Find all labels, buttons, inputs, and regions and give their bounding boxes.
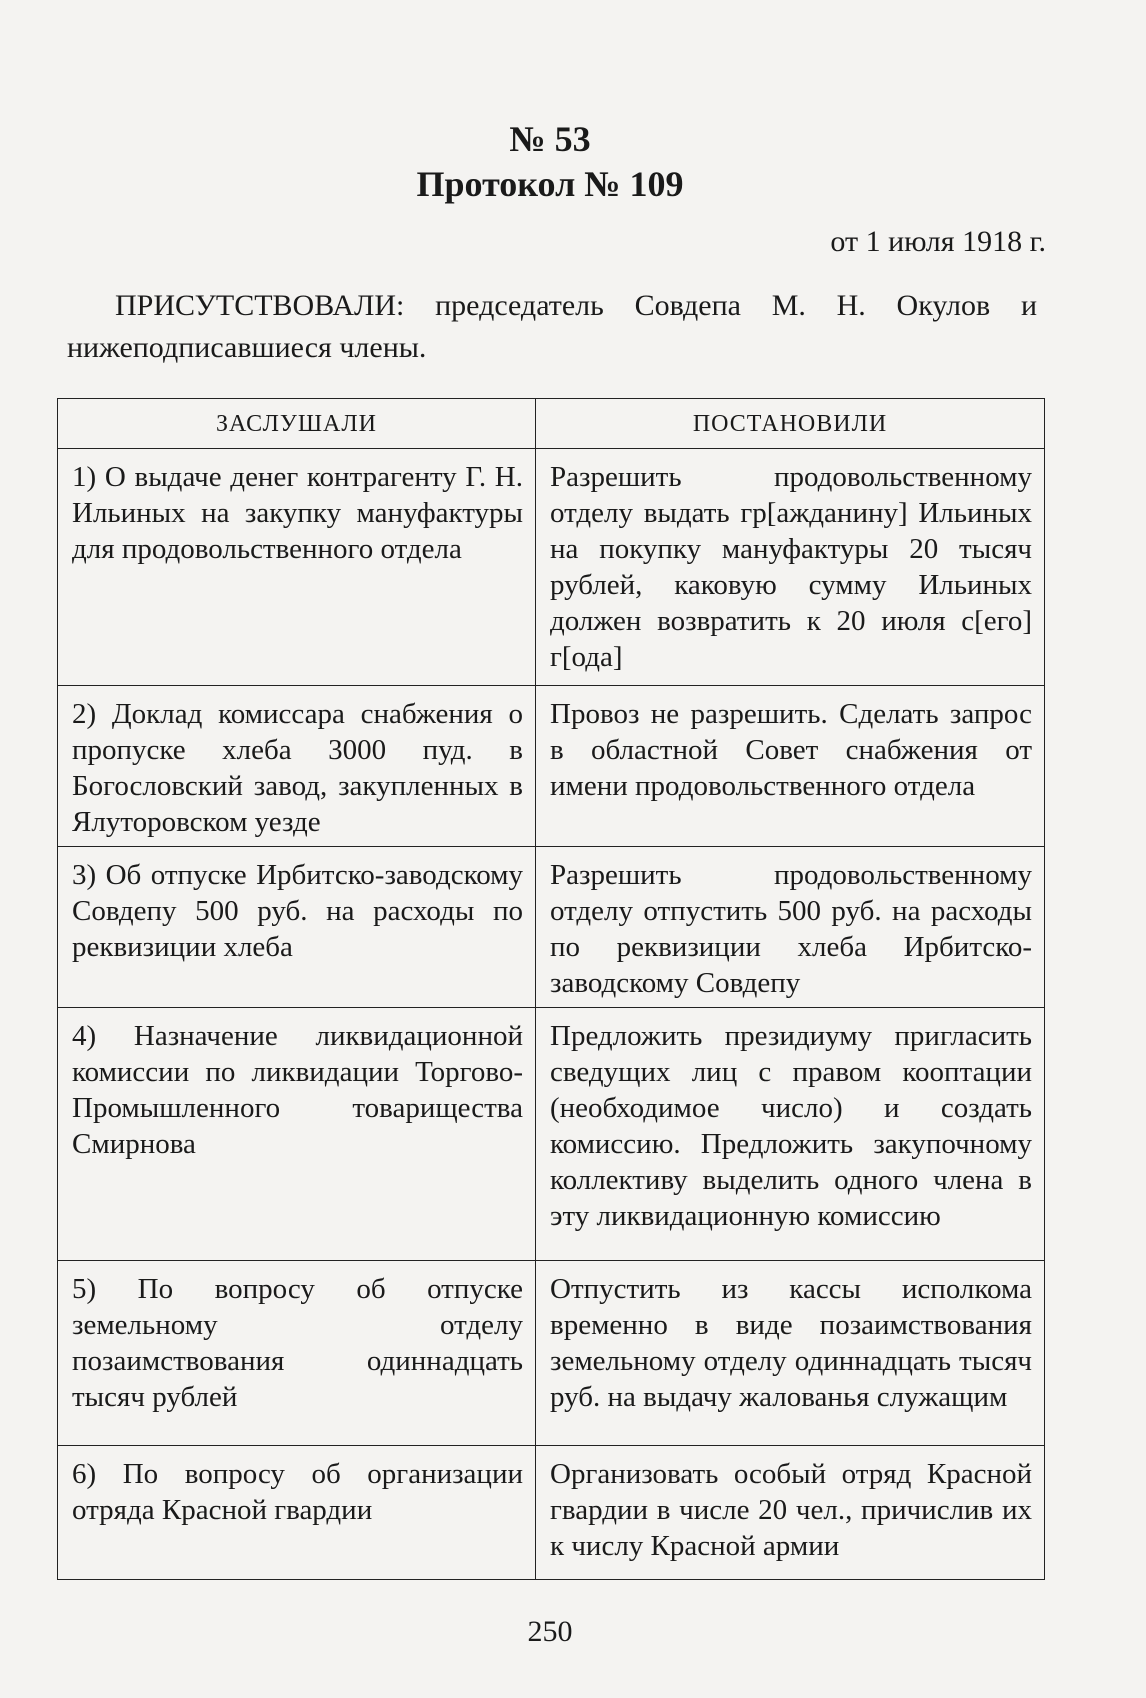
table-row bbox=[58, 686, 1045, 847]
document-title: Протокол № 109 bbox=[416, 164, 684, 204]
document-number: № 53 bbox=[509, 119, 591, 159]
table-row bbox=[58, 449, 1045, 686]
attendees-paragraph: ПРИСУТСТВОВАЛИ: председатель Совдепа М. Н. Окулов и нижеподписавшиеся члены. bbox=[67, 289, 1037, 364]
column-header-decided: ПОСТАНОВИЛИ bbox=[536, 399, 1045, 449]
heard-cell: 1) О выдаче денег контрагенту Г. Н. Ильиных на закупку мануфактуры для продовольственного отдела bbox=[58, 449, 536, 686]
decided-cell: Провоз не разрешить. Сделать запрос в областной Совет снабжения от имени продовольственного отдела bbox=[536, 686, 1045, 847]
decided-cell: Отпустить из кассы исполкома временно в виде позаимствования земельному отделу одиннадцать тысяч руб. на выдачу жалованья служащим bbox=[536, 1261, 1045, 1446]
heard-cell: 3) Об отпуске Ирбитско-заводскому Совдепу 500 руб. на расходы по реквизиции хлеба bbox=[58, 847, 536, 1008]
decided-cell: Предложить президиуму пригласить сведущих лиц с правом кооптации (необходимое число) и создать комиссию. Предложить закупочному коллективу выделить одного члена в эту ликвидационную комиссию bbox=[536, 1008, 1045, 1261]
page-number: 250 bbox=[527, 1615, 573, 1648]
table-header-row bbox=[58, 399, 1045, 449]
table-row bbox=[58, 847, 1045, 1008]
decided-cell: Организовать особый отряд Красной гвардии в числе 20 чел., причислив их к числу Красной армии bbox=[536, 1446, 1045, 1580]
column-header-heard: ЗАСЛУШАЛИ bbox=[58, 399, 536, 449]
heard-cell: 2) Доклад комиссара снабжения о пропуске хлеба 3000 пуд. в Богословский завод, закупленных в Ялуторовском уезде bbox=[58, 686, 536, 847]
document-date: от 1 июля 1918 г. bbox=[830, 225, 1046, 258]
heard-cell: 6) По вопросу об организации отряда Красной гвардии bbox=[58, 1446, 536, 1580]
table-row bbox=[58, 1261, 1045, 1446]
protocol-table bbox=[57, 398, 1045, 1580]
decided-cell: Разрешить продовольственному отделу выдать гр[ажданину] Ильиных на покупку мануфактуры 20 тысяч рублей, каковую сумму Ильиных должен возвратить к 20 июля с[его] г[ода] bbox=[536, 449, 1045, 686]
heard-cell: 5) По вопросу об отпуске земельному отделу позаимствования одиннадцать тысяч рублей bbox=[58, 1261, 536, 1446]
decided-cell: Разрешить продовольственному отделу отпустить 500 руб. на расходы по реквизиции хлеба Ирбитско-заводскому Совдепу bbox=[536, 847, 1045, 1008]
heard-cell: 4) Назначение ликвидационной комиссии по ликвидации Торгово-Промышленного товарищества Смирнова bbox=[58, 1008, 536, 1261]
table-row bbox=[58, 1008, 1045, 1261]
table-row bbox=[58, 1446, 1045, 1580]
